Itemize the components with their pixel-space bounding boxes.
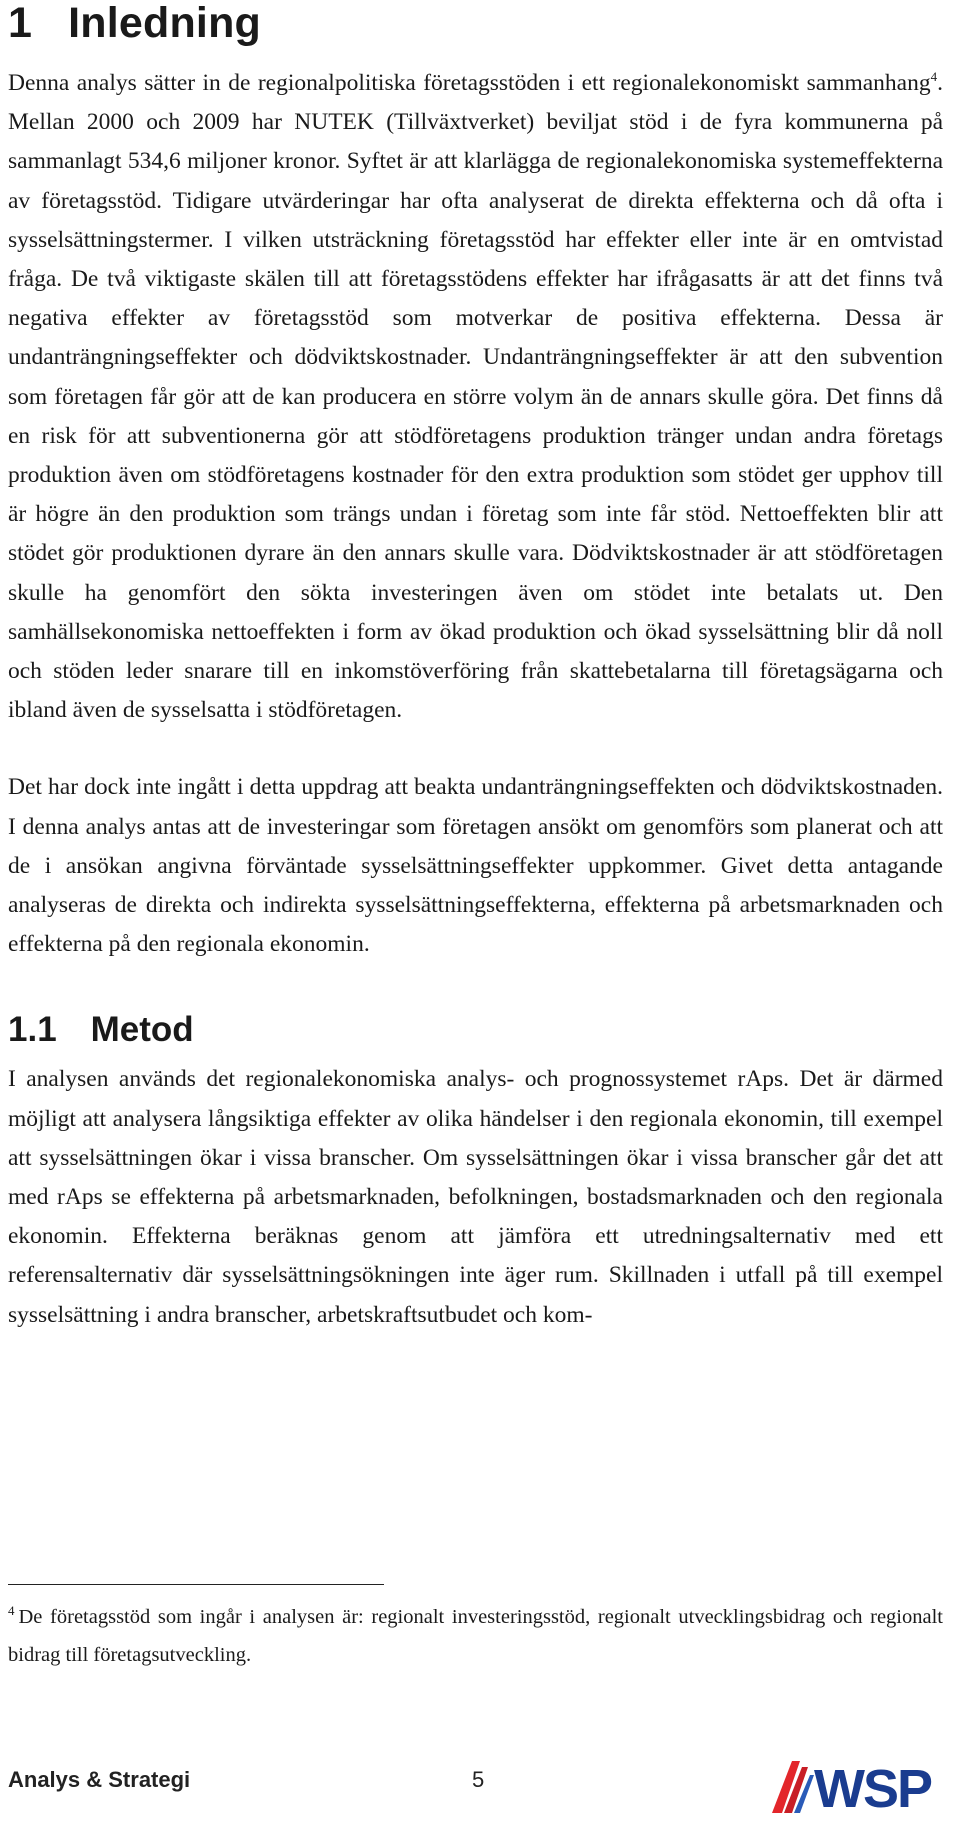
footnote-reference[interactable]: 4: [930, 69, 938, 85]
footnote: [8, 1598, 943, 1674]
paragraph-intro-text-b: . Mellan 2000 och 2009 har NUTEK (Tillväxtverket) beviljat stöd i de fyra kommunerna på sammanlagt 534,6 miljoner kronor. Syftet är att klarlägga de regionalekonomiska systemeffekterna av företagsstöd. Tidigare utvärderingar har ofta analyserat de direkta effekterna och då ofta i sysselsättningstermer. I vilken utsträckning företagsstöd har effekter eller inte är en omtvistad fråga. De två viktigaste skälen till att företagsstödens effekter har ifrågasatts är att det finns två negativa effekter av företagsstöd som motverkar de positiva effekterna. Dessa är undanträngningseffekter och dödviktskostnader. Undanträngningseffekter är att den subvention som företagen får gör att de kan producera en större volym än de annars skulle göra. Det finns då en risk för att subventionerna gör att stödföretagens produktion tränger undan andra företags produktion även om stödföretagens kostnader för den extra produktion som stödet ger upphov till är högre än den produktion som trängs undan i företag som inte får stöd. Nettoeffekten blir att stödet gör produktionen dyrare än den annars skulle vara. Dödviktskostnader är att stödföretagen skulle ha genomfört den sökta investeringen även om stödet inte betalats ut. Den samhällsekonomiska nettoeffekten i form av ökad produktion och ökad sysselsättning blir då noll och stöden leder snarare till en inkomstöverföring från skattebetalarna till företagsägarna och ibland även de sysselsatta i stödföretagen.: [8, 70, 943, 724]
footer-department: Analys & Strategi: [8, 1767, 191, 1792]
section-heading: [8, 1010, 943, 1050]
chapter-heading: [8, 0, 943, 46]
footnote-text: De företagsstöd som ingår i analysen är: regionalt investeringsstöd, regionalt utvecklingsbidrag och regionalt bidrag till företagsutveckling.: [8, 1606, 943, 1666]
footnote-marker: 4: [8, 1603, 15, 1619]
paragraph-method: I analysen används det regionalekonomiska analys- och prognossystemet rAps. Det är därmed möjligt att analysera långsiktiga effekter av olika händelser i den regionala ekonomin, till exempel att sysselsättningen ökar i vissa branscher. Om sysselsättningen ökar i vissa branscher går det att med rAps se effekterna på arbetsmarknaden, befolkningen, bostadsmarknaden och den regionala ekonomin. Effekterna beräknas genom att jämföra ett utredningsalternativ med ett referensalternativ där sysselsättningsökningen inte äger rum. Skillnaden i utfall på till exempel sysselsättning i andra branscher, arbetskraftsutbudet och kom-: [8, 1066, 943, 1328]
wsp-logo: [770, 1755, 960, 1815]
document-page: [8, 0, 943, 1335]
paragraph-assumption: Det har dock inte ingått i detta uppdrag att beakta undanträngningseffekten och dödviktskostnaden. I denna analys antas att de investeringar som företagen ansökt om genomförs som planerat och att de i ansökan angivna förväntade sysselsättningseffekter uppkommer. Givet detta antagande analyseras de direkta och indirekta sysselsättningseffekterna, effekterna på arbetsmarknaden och effekterna på den regionala ekonomin.: [8, 774, 943, 958]
footnote-divider: [8, 1584, 384, 1585]
paragraph-intro-text-a: Denna analys sätter in de regionalpolitiska företagsstöden i ett regionalekonomiskt sammanhang: [8, 70, 931, 96]
page-number: 5: [472, 1767, 485, 1792]
section-title: Metod: [90, 1010, 194, 1050]
chapter-title: Inledning: [68, 0, 262, 47]
chapter-number: 1: [8, 0, 33, 47]
page-footer: [8, 1755, 943, 1815]
paragraph-intro: [8, 64, 943, 730]
section-number: 1.1: [8, 1010, 57, 1050]
svg-text:WSP: WSP: [814, 1759, 932, 1815]
